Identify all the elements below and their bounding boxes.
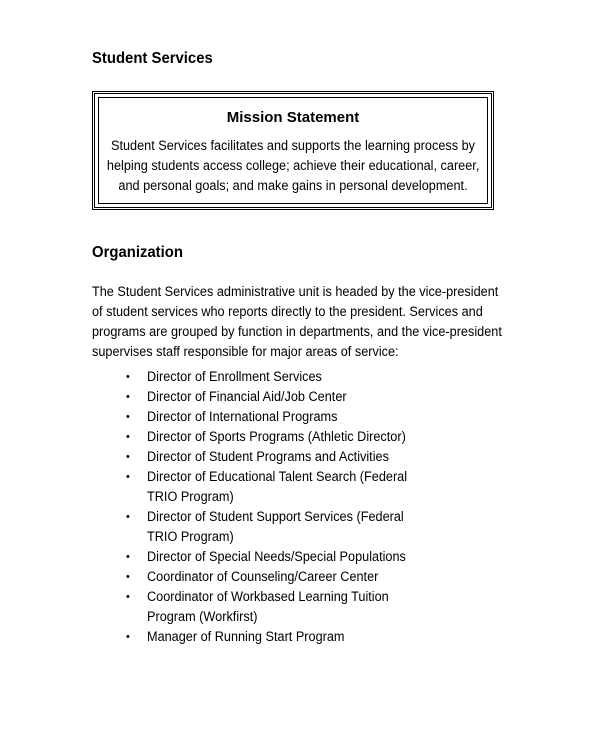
list-item-text: [147, 367, 407, 387]
list-item: [126, 407, 424, 427]
mission-line: and personal goals; and make gains in personal development.: [118, 178, 468, 193]
list-item-line: Director of International Programs: [147, 409, 338, 424]
list-item: [126, 367, 424, 387]
paragraph-line: programs are grouped by function in departments, and the vice-president: [92, 324, 502, 339]
list-item-line: Director of Sports Programs (Athletic Director): [147, 429, 406, 444]
list-item-line: Director of Student Support Services (Federal: [147, 509, 404, 524]
bullet-icon: •: [126, 631, 130, 643]
list-item: [126, 447, 424, 467]
list-item: [126, 387, 424, 407]
list-item-line: Coordinator of Workbased Learning Tuition: [147, 589, 389, 604]
list-item-text: [147, 547, 407, 567]
bullet-icon: •: [126, 471, 130, 483]
mission-statement-box: [92, 91, 494, 210]
mission-title: Mission Statement: [226, 109, 360, 126]
list-item: [126, 587, 424, 627]
list-item: [126, 467, 424, 507]
list-item-line: Director of Enrollment Services: [147, 369, 322, 384]
list-item-text: [147, 407, 407, 427]
list-item-line: Coordinator of Counseling/Career Center: [147, 569, 379, 584]
paragraph-line: supervises staff responsible for major areas of service:: [92, 344, 399, 359]
list-item-text: [147, 627, 407, 647]
list-item-line: Manager of Running Start Program: [147, 629, 345, 644]
mission-text: [107, 136, 479, 196]
service-areas-list: [126, 367, 424, 647]
list-item-line: Program (Workfirst): [147, 609, 258, 624]
bullet-icon: •: [126, 391, 130, 403]
list-item-text: [147, 447, 407, 467]
list-item-text: [147, 507, 407, 547]
list-item-line: Director of Special Needs/Special Populations: [147, 549, 406, 564]
paragraph-line: of student services who reports directly to the president. Services and: [92, 304, 483, 319]
paragraph-line: The Student Services administrative unit is headed by the vice-president: [92, 284, 499, 299]
list-item-text: [147, 467, 407, 507]
mission-line: helping students access college; achieve their educational, career,: [106, 158, 480, 173]
list-item-text: [147, 427, 407, 447]
list-item: [126, 507, 424, 547]
bullet-icon: •: [126, 571, 130, 583]
list-item-text: [147, 387, 407, 407]
organization-paragraph: [92, 282, 502, 362]
list-item: [126, 427, 424, 447]
list-item-line: TRIO Program): [147, 489, 234, 504]
bullet-icon: •: [126, 411, 130, 423]
list-item: [126, 627, 424, 647]
list-item: [126, 567, 424, 587]
list-item-text: [147, 587, 407, 627]
list-item-line: Director of Financial Aid/Job Center: [147, 389, 347, 404]
mission-line: Student Services facilitates and supports the learning process by: [111, 138, 475, 153]
list-item-line: TRIO Program): [147, 529, 234, 544]
organization-heading: Organization: [92, 244, 183, 261]
bullet-icon: •: [126, 511, 130, 523]
bullet-icon: •: [126, 551, 130, 563]
bullet-icon: •: [126, 431, 130, 443]
bullet-icon: •: [126, 591, 130, 603]
section-title: Student Services: [92, 50, 213, 67]
list-item: [126, 547, 424, 567]
list-item-line: Director of Student Programs and Activities: [147, 449, 389, 464]
bullet-icon: •: [126, 371, 130, 383]
bullet-icon: •: [126, 451, 130, 463]
list-item-line: Director of Educational Talent Search (Federal: [147, 469, 408, 484]
list-item-text: [147, 567, 407, 587]
